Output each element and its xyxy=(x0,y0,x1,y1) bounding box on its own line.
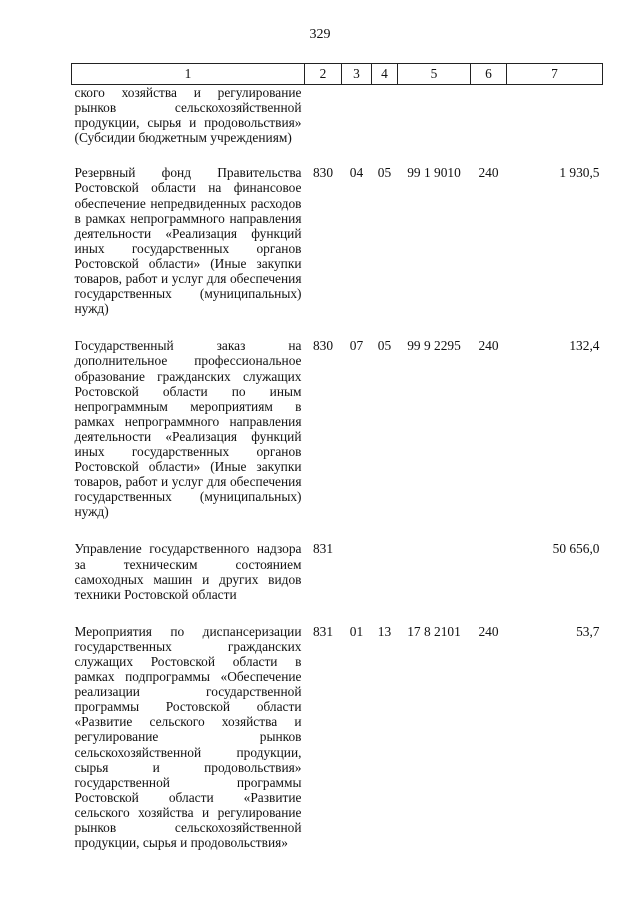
header-col-7: 7 xyxy=(507,64,603,85)
header-col-6: 6 xyxy=(471,64,507,85)
row-name: Резервный фонд Правительства Ростовской области на финансовое обеспечение непредвиденных расходов в рамках непрограммного направления деятельности «Реализация функций иных государственных органов Ростовской области» (Иные закупки товаров, работ и услуг для обеспечения государственных (муниципальных) нужд) xyxy=(74,165,302,317)
table-header-row xyxy=(72,64,603,85)
row-amount: 1 930,5 xyxy=(559,165,600,181)
row-expense-type-code: 240 xyxy=(478,165,499,181)
row-subsection-code xyxy=(372,85,398,166)
budget-table xyxy=(71,63,603,872)
row-target-code: 17 8 2101 xyxy=(407,623,461,639)
row-amount: 132,4 xyxy=(569,338,600,354)
row-section-code xyxy=(342,541,372,623)
page-number: 329 xyxy=(309,27,331,42)
row-name: ского хозяйства и регулирование рынков сельскохозяйственной продукции, сырья и продовольствия» (Субсидии бюджетным учреждениям) xyxy=(74,85,302,146)
row-ministry-code: 830 xyxy=(312,165,334,181)
row-name: Мероприятия по диспансеризации государственных гражданских служащих Ростовской области в рамках подпрограммы «Обеспечение реализации государственной программы Ростовской области «Развитие сельского хозяйства и регулирование рынков сельскохозяйственной продукции, сырья и продовольствия» государственной программы Ростовской области «Развитие сельского хозяйства и регулирование рынков сельскохозяйственной продукции, сырья и продовольствия» xyxy=(74,623,302,851)
row-expense-type-code: 240 xyxy=(478,338,499,354)
row-target-code xyxy=(398,541,471,623)
row-section-code xyxy=(342,85,372,166)
table-row xyxy=(72,541,603,623)
row-name: Государственный заказ на дополнительное профессиональное образование гражданских служащих Ростовской области по иным непрограммным мероприятиям в рамках непрограммного направления деятельности «Реализация функций иных государственных органов Ростовской области» (Иные закупки товаров, работ и услуг для обеспечения государственных (муниципальных) нужд) xyxy=(74,338,302,520)
row-section-code: 04 xyxy=(349,165,364,181)
row-target-code xyxy=(398,85,471,166)
header-col-1: 1 xyxy=(72,64,305,85)
row-expense-type-code xyxy=(471,85,507,166)
row-expense-type-code xyxy=(471,541,507,623)
row-section-code: 07 xyxy=(349,338,364,354)
row-ministry-code xyxy=(305,85,342,166)
row-subsection-code: 05 xyxy=(377,165,392,181)
row-subsection-code: 05 xyxy=(377,338,392,354)
row-target-code: 99 9 2295 xyxy=(407,338,461,354)
table-row xyxy=(72,85,603,166)
header-col-4: 4 xyxy=(372,64,398,85)
row-amount xyxy=(507,85,603,166)
header-col-2: 2 xyxy=(305,64,342,85)
table-row xyxy=(72,624,603,872)
header-col-3: 3 xyxy=(342,64,372,85)
row-section-code: 01 xyxy=(349,623,364,639)
row-target-code: 99 1 9010 xyxy=(407,165,461,181)
table-row xyxy=(72,165,603,338)
row-subsection-code: 13 xyxy=(377,623,392,639)
row-amount: 50 656,0 xyxy=(552,541,600,557)
row-name: Управление государственного надзора за техническим состоянием самоходных машин и других видов техники Ростовской области xyxy=(74,541,302,602)
row-ministry-code: 831 xyxy=(312,541,334,557)
row-ministry-code: 830 xyxy=(312,338,334,354)
row-ministry-code: 831 xyxy=(312,623,334,639)
row-subsection-code xyxy=(372,541,398,623)
row-amount: 53,7 xyxy=(576,623,600,639)
row-expense-type-code: 240 xyxy=(478,623,499,639)
table-row xyxy=(72,338,603,541)
header-col-5: 5 xyxy=(398,64,471,85)
